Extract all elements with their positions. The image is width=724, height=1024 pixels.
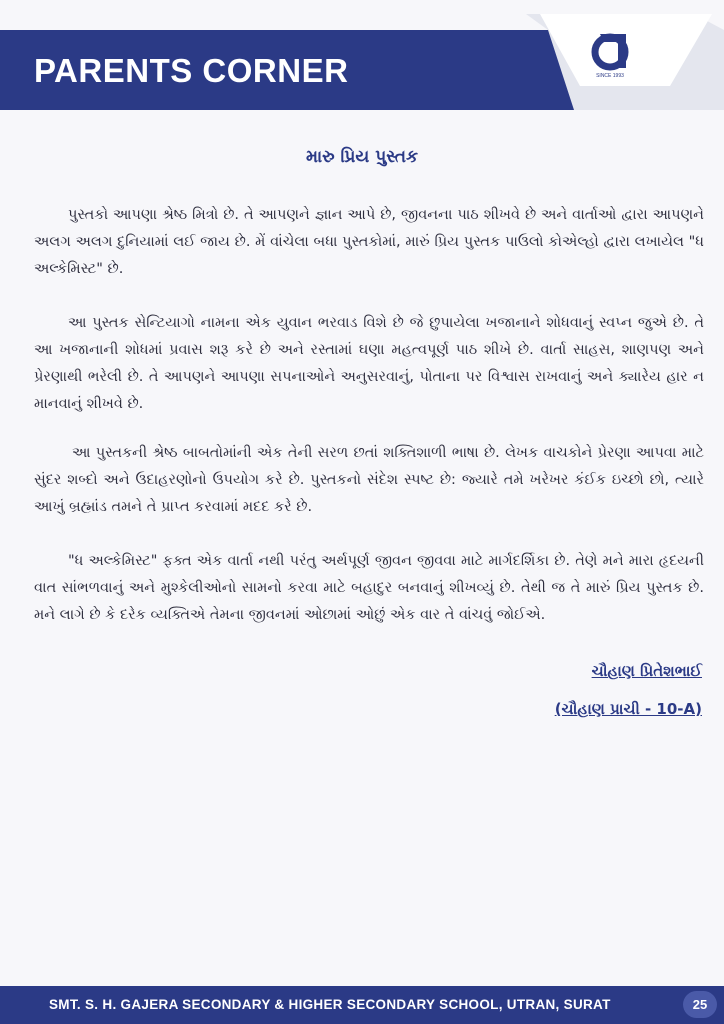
- essay-title: મારુ પ્રિય પુસ્તક: [306, 147, 418, 167]
- page-title: PARENTS CORNER: [34, 52, 349, 89]
- author-name: ચૌહાણ પ્રિતેશભાઈ: [591, 662, 702, 680]
- essay-paragraph: "ધ અલ્કેમિસ્ટ" ફક્ત એક વાર્તા નથી પરંતુ અર્થપૂર્ણ જીવન જીવવા માટે માર્ગદર્શિકા છે. તેણે મને મારા હૃદયની વાત સાંભળવાનું અને મુશ્કેલીઓનો સામનો કરવા માટે બહાદુર બનવાનું શીખવ્યું છે. તેથી જ તે મારું પ્રિય પુસ્તક છે. મને લાગે છે કે દરેક વ્યક્તિએ તેમના જીવનમાં ઓછામાં ઓછું એક વાર તે વાંચવું જોઈએ.: [34, 553, 704, 623]
- logo-caption: SINCE 1993: [596, 73, 624, 79]
- essay-paragraph: આ પુસ્તકની શ્રેષ્ઠ બાબતોમાંની એક તેની સરળ છતાં શક્તિશાળી ભાષા છે. લેખક વાચકોને પ્રેરણા આપવા માટે સુંદર શબ્દો અને ઉદાહરણોનો ઉપયોગ કરે છે. પુસ્તકનો સંદેશ સ્પષ્ટ છે: જ્યારે તમે ખરેખર કંઈક ઇચ્છો છો, ત્યારે આખું બ્રહ્માંડ તમને તે પ્રાપ્ત કરવામાં મદદ કરે છે.: [34, 445, 704, 515]
- essay-paragraph: આ પુસ્તક સેન્ટિયાગો નામના એક યુવાન ભરવાડ વિશે છે જે છુપાયેલા ખજાનાને શોધવાનું સ્વપ્ન જુએ છે. તે આ ખજાનાની શોધમાં પ્રવાસ શરૂ કરે છે અને રસ્તામાં ઘણા મહત્વપૂર્ણ પાઠ શીખે છે. વાર્તા સાહસ, શાણપણ અને પ્રેરણાથી ભરેલી છે. તે આપણને આપણા સપનાઓને અનુસરવાનું, પોતાના પર વિશ્વાસ રાખવાનું અને ક્યારેય હાર ન માનવાનું શીખવે છે.: [34, 315, 704, 412]
- essay-paragraph: પુસ્તકો આપણા શ્રેષ્ઠ મિત્રો છે. તે આપણને જ્ઞાન આપે છે, જીવનના પાઠ શીખવે છે અને વાર્તાઓ દ્વારા આપણને અલગ અલગ દુનિયામાં લઈ જાય છે. મેં વાંચેલા બધા પુસ્તકોમાં, મારું પ્રિય પુસ્તક પાઉલો કોએલ્હો દ્વારા લખાયેલ "ધ અલ્કેમિસ્ટ" છે.: [34, 207, 704, 277]
- page-number-badge: 25: [683, 991, 717, 1018]
- school-name: SMT. S. H. GAJERA SECONDARY & HIGHER SECONDARY SCHOOL, UTRAN, SURAT: [49, 997, 611, 1012]
- author-detail: (ચૌહાણ પ્રાચી - 10-A): [554, 700, 702, 718]
